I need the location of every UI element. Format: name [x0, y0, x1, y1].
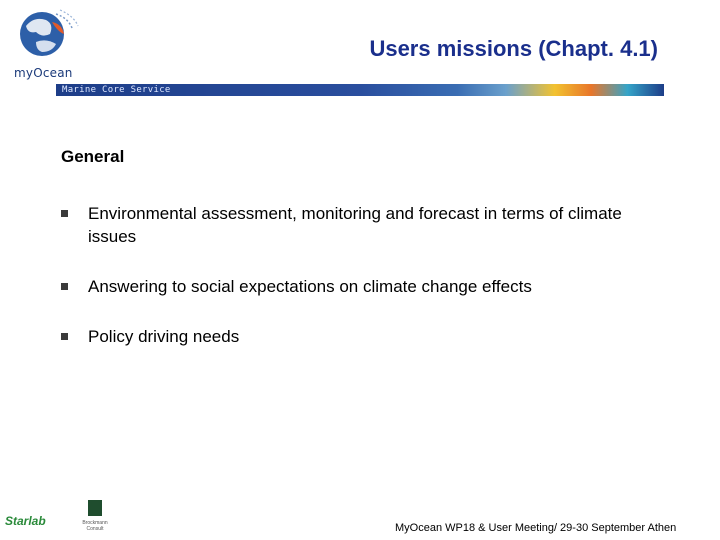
bullet-list: [61, 202, 661, 348]
square-bullet-icon: [61, 283, 68, 290]
marine-core-banner: [56, 84, 664, 96]
brockmann-consult-logo: [80, 500, 110, 538]
banner-text: Marine Core Service: [62, 85, 171, 95]
bullet-text: Answering to social expectations on climate change effects: [88, 277, 532, 296]
logo-text: myOcean: [14, 66, 73, 80]
square-bullet-icon: [61, 210, 68, 217]
list-item: [61, 275, 661, 298]
square-bullet-icon: [61, 333, 68, 340]
starlab-logo: Starlab: [5, 514, 46, 528]
bullet-text: Environmental assessment, monitoring and forecast in terms of climate issues: [88, 204, 622, 246]
globe-icon: [6, 4, 82, 66]
list-item: [61, 325, 661, 348]
bullet-text: Policy driving needs: [88, 327, 240, 346]
section-heading: General: [61, 147, 125, 166]
myocean-logo: [6, 4, 82, 84]
slide-title: Users missions (Chapt. 4.1): [369, 36, 658, 61]
list-item: [61, 202, 661, 248]
brockmann-logo-text: Brockmann Consult: [82, 520, 108, 532]
footer-text: MyOcean WP18 & User Meeting/ 29-30 September Athen: [395, 522, 677, 534]
brockmann-logo-icon: [88, 500, 102, 516]
